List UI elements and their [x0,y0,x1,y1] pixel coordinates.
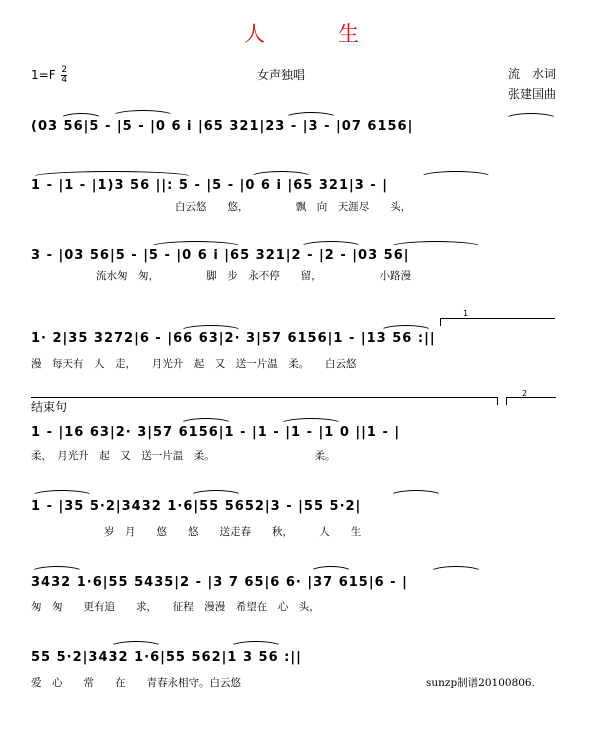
coda-hook [497,397,498,405]
slur [430,566,482,572]
tie [31,490,93,496]
performance-note: 女声独唱 [257,68,306,82]
score-line-8: 55 5·2|3432 1·6|55 562|1 3 56 :|| [31,650,302,665]
volta-2-line [506,397,556,398]
tie [31,171,193,177]
transcriber-credit: sunzp制谱20100806. [426,677,535,689]
key-text: 1=F [31,68,56,82]
key-signature [31,66,67,85]
slur [112,110,174,116]
score-line-6: 1 - |35 5·2|3432 1·6|55 5652|3 - |55 5·2| [31,499,362,514]
coda-label: 结束句 [31,400,68,414]
score-line-4: 1· 2|35 3272|6 - |66 63|2· 3|57 6156|1 - |13 56 :|| [31,331,436,346]
score-line-2: 1 - |1 - |1)3 56 ||: 5 - |5 - |0 6 i |65 321|3 - | [31,178,388,193]
lyric-line-2: 流水匆 匆， 脚 步 永不停 留， 小路漫 [96,270,411,282]
slur [190,490,242,496]
volta-1-hook [440,318,441,326]
slur [110,641,162,647]
time-signature [61,66,67,85]
slur [280,418,342,424]
volta-1-line [440,318,555,319]
slur [31,566,83,572]
slur [285,112,337,118]
slur [230,641,282,647]
score-line-5: 1 - |16 63|2· 3|57 6156|1 - |1 - |1 - |1 0 ||1 - | [31,425,401,440]
tie [150,241,242,247]
time-top: 2 [61,65,68,75]
tie [250,171,312,177]
lyric-line-3: 漫 每天有 人 走， 月光升 起 又 送一片温 柔。 白云悠 [31,358,357,370]
slur [300,241,362,247]
volta-1-number: 1 [463,309,469,318]
slur [420,171,492,177]
lyric-line-5: 岁 月 悠 悠 送走春 秋， 人 生 [104,526,362,538]
slur [180,325,242,331]
volta-2-number: 2 [522,389,528,398]
lyric-line-7: 爱 心 常 在 青春永相守。白云悠 [31,677,241,689]
lyric-line-1: 白云悠 悠， 飘 向 天涯尽 头， [175,201,412,213]
tie [390,241,482,247]
slur [310,566,352,572]
song-title: 人 生 [244,22,385,46]
lyric-line-4: 柔， 月光升 起 又 送一片温 柔。 柔。 [31,450,336,462]
score-line-3: 3 - |03 56|5 - |5 - |0 6 i |65 321|2 - |2 - |03 56| [31,248,410,263]
slur [380,325,432,331]
score-line-7: 3432 1·6|55 5435|2 - |3 7 65|6 6· |37 615|6 - | [31,575,408,590]
slur [505,113,557,119]
lyricist-credit: 流 水词 [508,67,557,81]
lyric-line-6: 匆 匆 更有追 求， 征程 漫漫 希望在 心 头， [31,601,320,613]
score-line-1: (03 56|5 - |5 - |0 6 i |65 321|23 - |3 - |07 6156| [31,119,414,134]
slur [180,418,232,424]
time-bottom: 4 [61,75,68,85]
coda-line [31,397,497,398]
slur [60,113,102,119]
slur [390,490,442,496]
volta-2-hook [506,397,507,405]
composer-credit: 张建国曲 [508,87,557,101]
